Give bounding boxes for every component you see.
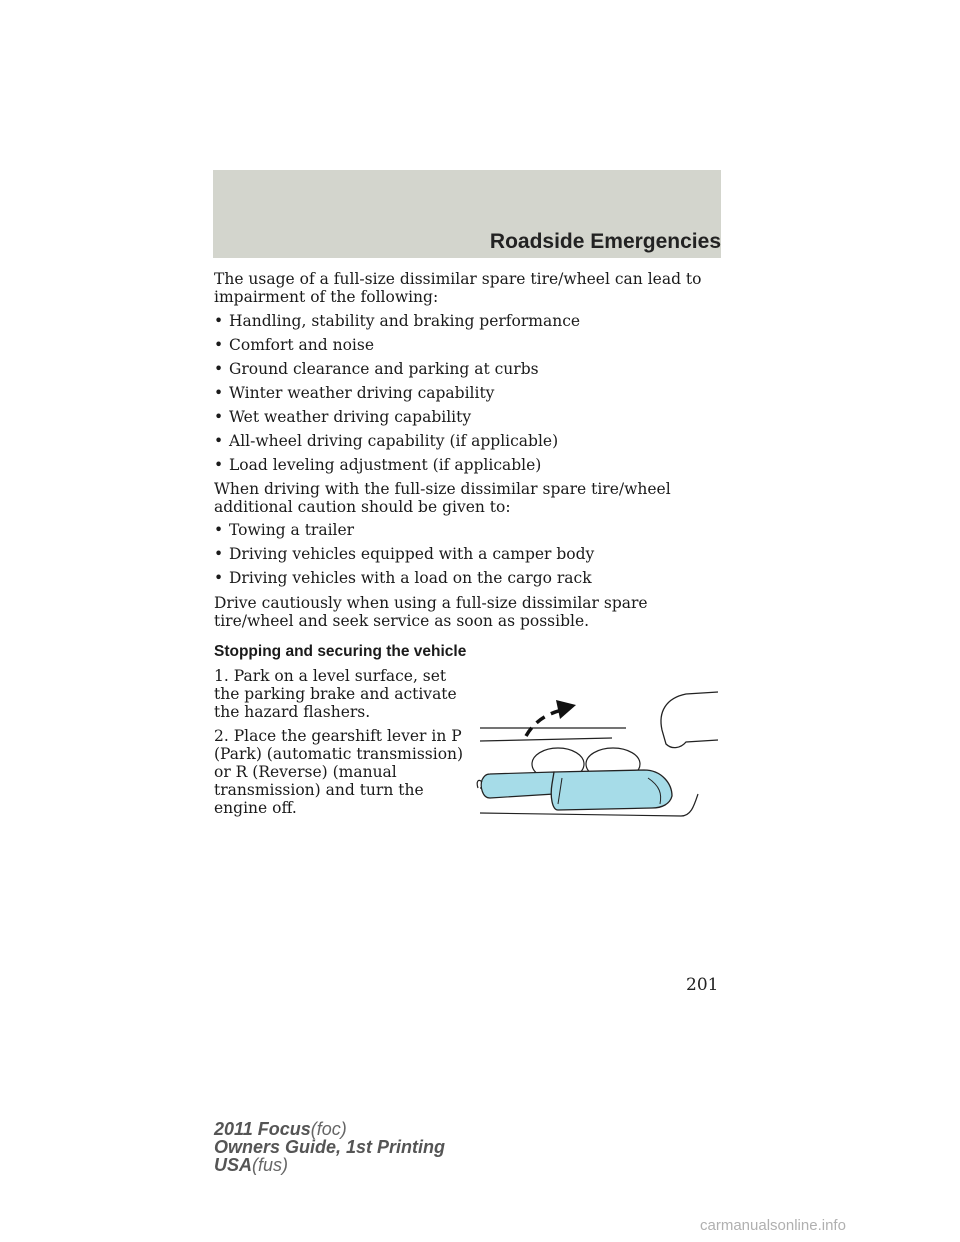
step-2: 2. Place the gearshift lever in P (Park) (automatic transmission) or R (Reverse) (manual transmission) and turn the engine off. (214, 727, 464, 817)
list-item: • Comfort and noise (214, 336, 374, 354)
list-item: • Winter weather driving capability (214, 384, 495, 402)
list-item: • Driving vehicles with a load on the cargo rack (214, 569, 592, 587)
list-item: • Wet weather driving capability (214, 408, 472, 426)
gearshift-illustration (476, 686, 726, 821)
list-item: • Towing a trailer (214, 521, 355, 539)
footer-print-info: 2011 Focus(foc) Owners Guide, 1st Printing USA(fus) (214, 1119, 446, 1175)
closing-paragraph: Drive cautiously when using a full-size dissimilar spare tire/wheel and seek service as soon as possible. (214, 594, 648, 630)
intro-paragraph: The usage of a full-size dissimilar spare tire/wheel can lead to impairment of the following: (214, 270, 702, 306)
page-number: 201 (686, 975, 719, 995)
step-1: 1. Park on a level surface, set the parking brake and activate the hazard flashers. (214, 667, 457, 721)
watermark: carmanualsonline.info (700, 1217, 846, 1234)
subheading: Stopping and securing the vehicle (214, 643, 467, 660)
section-title: Roadside Emergencies (489, 230, 721, 253)
list-item: • Load leveling adjustment (if applicable) (214, 456, 542, 474)
list-item: • Ground clearance and parking at curbs (214, 360, 539, 378)
header-band (213, 170, 721, 258)
motion-arrow-icon (526, 700, 576, 736)
gearshift-lever (477, 770, 672, 810)
list-item: • Handling, stability and braking performance (214, 312, 581, 330)
list-item: • Driving vehicles equipped with a camper body (214, 545, 595, 563)
list-item: • All-wheel driving capability (if applicable) (214, 432, 559, 450)
caution-intro: When driving with the full-size dissimilar spare tire/wheel additional caution should be given to: (214, 480, 671, 516)
